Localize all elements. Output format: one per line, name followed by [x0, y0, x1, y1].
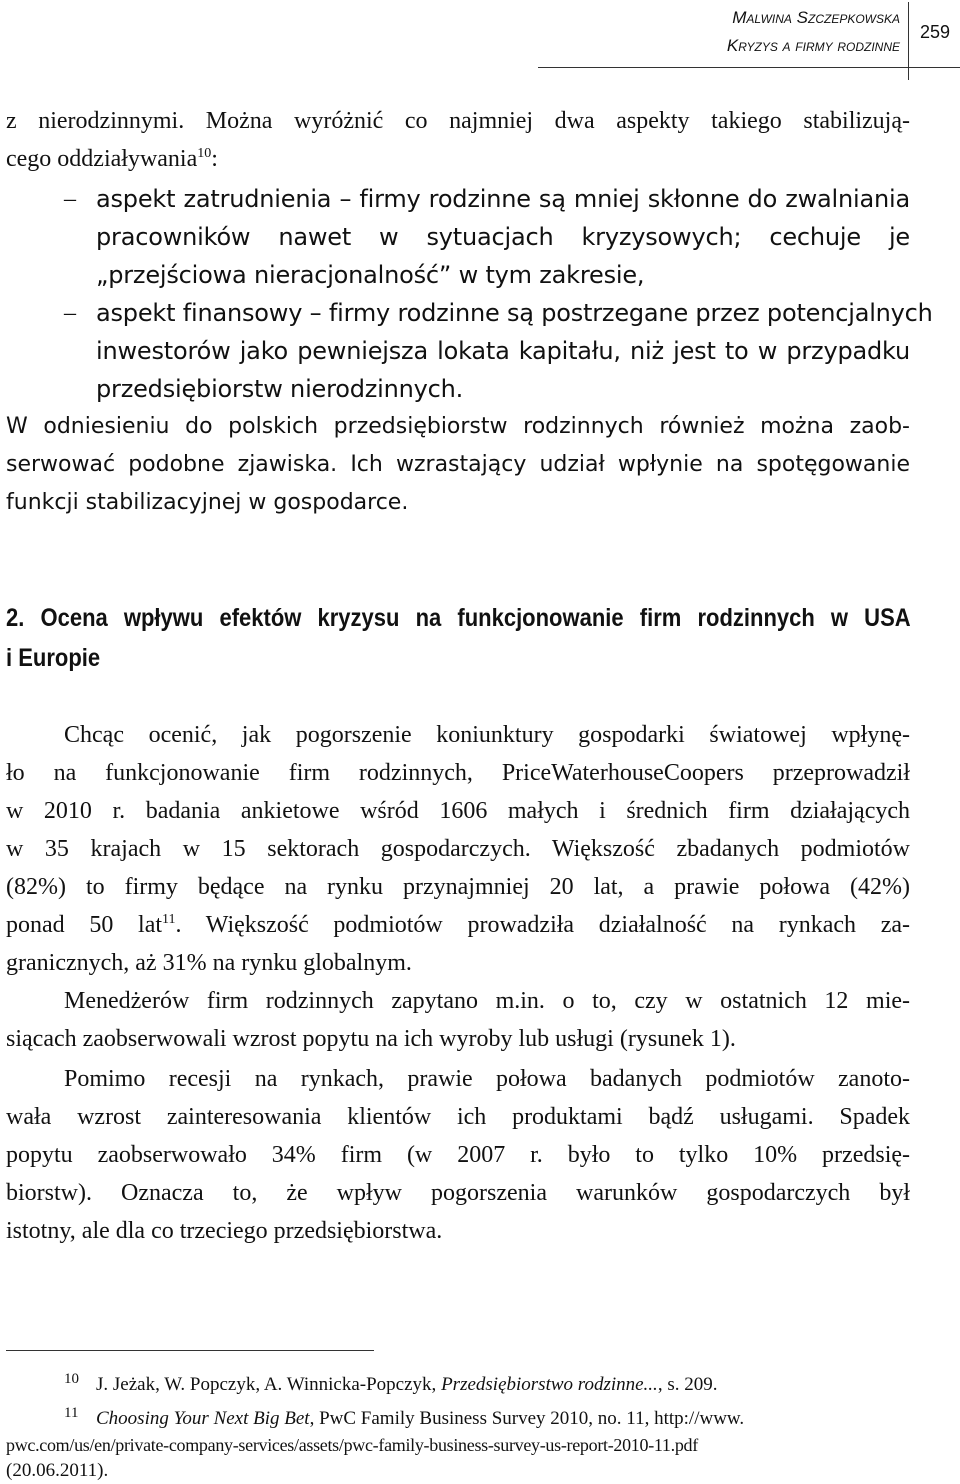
- running-header: [0, 0, 960, 82]
- section-heading: [6, 598, 911, 678]
- footnote-10: [6, 1372, 910, 1398]
- text-line: [6, 140, 910, 178]
- footnote-number: 10: [64, 1371, 79, 1387]
- bullet-list: [6, 180, 933, 408]
- header-vertical-rule: [908, 2, 909, 80]
- bullet-line: pracowników nawet w sytuacjach kryzysowych; cechuje je: [96, 223, 910, 251]
- text-span: . Większość podmiotów prowadziła działalność na rynkach za-: [175, 912, 911, 938]
- intro-paragraph: [6, 102, 910, 178]
- footnote-ref-11[interactable]: 11: [162, 912, 176, 927]
- text-line: (82%) to firmy będące na rynku przynajmniej 20 lat, a prawie połowa (42%): [6, 874, 910, 900]
- header-horizontal-rule: [538, 67, 960, 68]
- footnote-text: [96, 1406, 910, 1432]
- text-line: siącach zaobserwowali wzrost popytu na ich wyroby lub usługi (rysunek 1).: [6, 1026, 736, 1052]
- text-line: w 35 krajach w 15 sektorach gospodarczych. Większość zbadanych podmiotów: [6, 836, 910, 862]
- book-title: Przedsiębiorstwo rodzinne...: [441, 1374, 658, 1395]
- header-title: Kryzys a firmy rodzinne: [726, 36, 900, 55]
- text-line: wała wzrost zainteresowania klientów ich produktami bądź usługami. Spadek: [6, 1104, 910, 1130]
- text-line: granicznych, aż 31% na rynku globalnym.: [6, 950, 412, 976]
- footnote-separator: [6, 1350, 374, 1351]
- paragraph-polish-firms: [6, 408, 910, 522]
- bullet-line: „przejściowa nieracjonalność” w tym zakresie,: [96, 261, 645, 289]
- text-line: ło na funkcjonowanie firm rodzinnych, PriceWaterhouseCoopers przeprowadził: [6, 760, 910, 786]
- bullet-dash: –: [64, 300, 76, 326]
- text-line: funkcji stabilizacyjnej w gospodarce.: [6, 490, 409, 515]
- footnote-date: (20.06.2011).: [6, 1460, 109, 1481]
- bullet-line: przedsiębiorstw nierodzinnych.: [96, 375, 464, 403]
- text-line: serwować podobne zjawiska. Ich wzrastający udział wpłynie na spotęgowanie: [6, 452, 910, 477]
- bullet-line: aspekt zatrudnienia – firmy rodzinne są mniej skłonne do zwalniania: [96, 185, 910, 213]
- report-title: Choosing Your Next Big Bet: [96, 1408, 310, 1429]
- text-line: biorstw). Oznacza to, że wpływ pogorszenia warunków gospodarczych był: [6, 1180, 910, 1206]
- footnote-url[interactable]: pwc.com/us/en/private-company-services/assets/pwc-family-business-survey-us-report-2010-11.pdf: [6, 1435, 698, 1455]
- heading-line: 2. Ocena wpływu efektów kryzysu na funkcjonowanie firm rodzinnych w USA: [6, 604, 911, 632]
- bullet-line: inwestorów jako pewniejsza lokata kapitału, niż jest to w przypadku: [96, 337, 910, 365]
- text-line: W odniesieniu do polskich przedsiębiorstw rodzinnych również można zaob-: [6, 414, 910, 439]
- text-line: Chcąc ocenić, jak pogorszenie koniunktury gospodarki światowej wpłynę-: [64, 722, 910, 748]
- bullet-line: aspekt finansowy – firmy rodzinne są postrzegane przez potencjalnych: [96, 299, 933, 327]
- text-line: z nierodzinnymi. Można wyróżnić co najmniej dwa aspekty takiego stabilizują-: [6, 108, 910, 134]
- header-author: Malwina Szczepkowska: [732, 8, 900, 27]
- text-span: ponad 50 lat: [6, 912, 163, 938]
- footnote-ref-10[interactable]: 10: [197, 146, 212, 161]
- footnote-number: 11: [64, 1405, 79, 1421]
- text-line: popytu zaobserwowało 34% firm (w 2007 r. było to tylko 10% przedsię-: [6, 1142, 910, 1168]
- text-span: J. Jeżak, W. Popczyk, A. Winnicka-Popczyk,: [96, 1374, 442, 1395]
- text-span: , PwC Family Business Survey 2010, no. 11, http://www.: [309, 1408, 745, 1429]
- text-line: [6, 906, 910, 944]
- text-span: cego oddziaływania: [6, 146, 198, 172]
- text-span: :: [211, 146, 218, 172]
- page-number: 259: [920, 22, 951, 42]
- heading-line: i Europie: [6, 644, 101, 672]
- bullet-dash: –: [64, 186, 76, 212]
- footnote-11: [6, 1406, 910, 1484]
- bullet-item-employment: [6, 180, 910, 294]
- text-span: , s. 209.: [657, 1374, 718, 1395]
- paragraph-managers-asked: [6, 982, 910, 1058]
- text-line: w 2010 r. badania ankietowe wśród 1606 małych i średnich firm działających: [6, 798, 910, 824]
- footnote-text: [96, 1372, 910, 1398]
- paragraph-pwc-survey: [6, 716, 910, 982]
- text-line: Pomimo recesji na rynkach, prawie połowa badanych podmiotów zanoto-: [64, 1066, 910, 1092]
- text-line: Menedżerów firm rodzinnych zapytano m.in. o to, czy w ostatnich 12 mie-: [64, 988, 910, 1014]
- text-line: istotny, ale dla co trzeciego przedsiębiorstwa.: [6, 1218, 443, 1244]
- paragraph-recession: [6, 1060, 910, 1250]
- bullet-item-financial: [6, 294, 933, 408]
